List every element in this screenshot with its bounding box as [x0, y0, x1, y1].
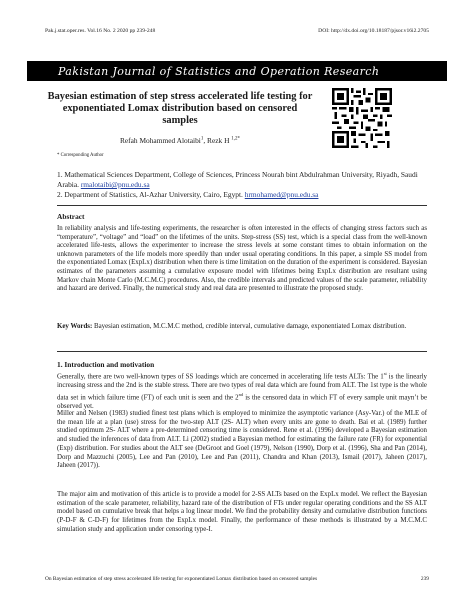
email-link-1[interactable]: rmalotaibi@pnu.edu.sa — [80, 180, 150, 189]
journal-name: Pakistan Journal of Statistics and Operation Research — [58, 64, 380, 78]
page-number: 239 — [420, 576, 429, 582]
paragraph-3: The major aim and motivation of this article is to provide a model for 2-SS ALTs based on the ExpLx model. We reflect the Bayesian estimation of the scale parameter, reliability, hazard rate of the distribution of FTs under regular operating conditions and the SS ALT model based on cumulative break that helps a log linear model. We find the probability density and cumulative distribution functions (P-D-F & C-D-F) for lifetimes from the ExpLx model. Finally, the performance of these methods is illustrated by a M.C.M.C simulation study and application under censoring type-I. — [57, 491, 427, 533]
keywords-label: Key Words: — [57, 323, 93, 330]
author-list — [45, 136, 315, 145]
paper-title: Bayesian estimation of step stress accelerated life testing for exponentiated Lomax distribution based on censored samples — [47, 91, 313, 127]
affiliation-2: 2. Department of Statistics, Al-Azhar University, Cairo, Egypt. hrmohamed@pnu.edu.sa — [57, 190, 319, 199]
journal-banner — [27, 61, 447, 81]
section-heading: 1. Introduction and motivation — [57, 360, 155, 369]
abstract-heading: Abstract — [57, 212, 85, 221]
affiliation-1: 1. Mathematical Sciences Department, College of Sciences, Princess Nourah bint Abdulrahman University, Riyadh, Saudi Arabia. rmalotaibi@pnu.edu.sa — [57, 170, 418, 189]
running-header — [45, 28, 429, 38]
page-footer — [45, 576, 429, 582]
divider-bottom — [57, 351, 427, 352]
email-link-2[interactable]: hrmohamed@pnu.edu.sa — [244, 190, 319, 199]
author-2-name: Rezk H — [207, 136, 232, 145]
author-1-affiliation-mark: 1 — [200, 136, 204, 142]
affiliations — [57, 170, 427, 200]
keywords — [57, 323, 427, 332]
author-2-affiliation-mark: 1,2* — [231, 136, 241, 142]
abstract-body: In reliability analysis and life-testing experiments, the researcher is often interested in the effects of changing stress factors such as “temperature”, “voltage” and “load” on the lifetimes of the units. Step-stress (SS) test, which is a special class from the well-known accelerated life-tests, allows the experimenter to increase the stress levels at some constant times to obtain information on the unknown parameters of the life models more speedily than under usual operating conditions. In this paper, a simple SS model from the exponentiated Lomax (ExpLx) distribution when there is time limitation on the duration of the experiment is considered. Bayesian estimates of the parameters assuming a cumulative exposure model with lifetimes being ExpLx distribution are resultant using Markov chain Monte Carlo (M.C.M.C) procedures. Also, the credible intervals and predicted values of the scale parameter, reliability and hazard are derived. Finally, the numerical study and real data are presented to illustrate the proposed study. — [57, 225, 427, 293]
corresponding-author-note: * Corresponding Author — [57, 153, 104, 158]
paragraph-1: Generally, there are two well-known types of SS loadings which are concerned in accelerating life tests ALTs: The 1st is the linearly increasing stress and the 2nd is the stable stress. There are two types of real data which are found from ALT. The 1st type is the whole data set in which failure time (FT) of each unit is seen and the 2nd is the censored data in which FT of every sample unit mayn’t be observed yet. — [57, 371, 428, 410]
keywords-text: Bayesian estimation, M.C.M.C method, credible interval, cumulative damage, exponentiated Lomax distribution. — [92, 323, 407, 330]
divider-top — [57, 205, 427, 206]
doi-link[interactable]: DOI: http://dx.doi.org/10.18187/pjsor.v16i2.2705 — [318, 28, 429, 34]
author-1-name: Refah Mohammed Alotaibi — [119, 136, 201, 145]
qr-code-icon[interactable] — [332, 88, 392, 148]
footer-title: On Bayesian estimation of step stress accelerated life testing for exponentiated Lomax distribution based on censored samples — [45, 576, 318, 582]
author-separator: , — [203, 136, 208, 145]
journal-reference: Pak.j.stat.oper.res. Vol.16 No. 2 2020 pp 239-248 — [45, 28, 156, 34]
paragraph-2: Miller and Nelsen (1983) studied finest test plans which is employed to minimize the asymptotic variance (Asy-Var.) of the MLE of the mean life at a plan (use) stress for the two-step ALT (2S- ALT) when every units are gone to death. Bai et al. (1989) further studied optimum 2S- ALT where a pre-determined censoring time is considered. Rene et al. (1996) developed a Bayesian estimation and studied the inferences of data from ALT. Li (2002) studied a Bayesian method for estimating the failure rate (FR) for exponential (Exp) distribution. For studies about the ALT see (DeGroot and Goel (1979), Nelson (1990), Dorp et al. (1996), Sha and Pan (2014), Dorp and Mazzuchi (2005), Lee and Pan (2010), Lee and Pan (2011), Chandra and Khan (2013), Ismail (2017), Jaheen (2017), Jaheen (2017)). — [57, 410, 427, 470]
